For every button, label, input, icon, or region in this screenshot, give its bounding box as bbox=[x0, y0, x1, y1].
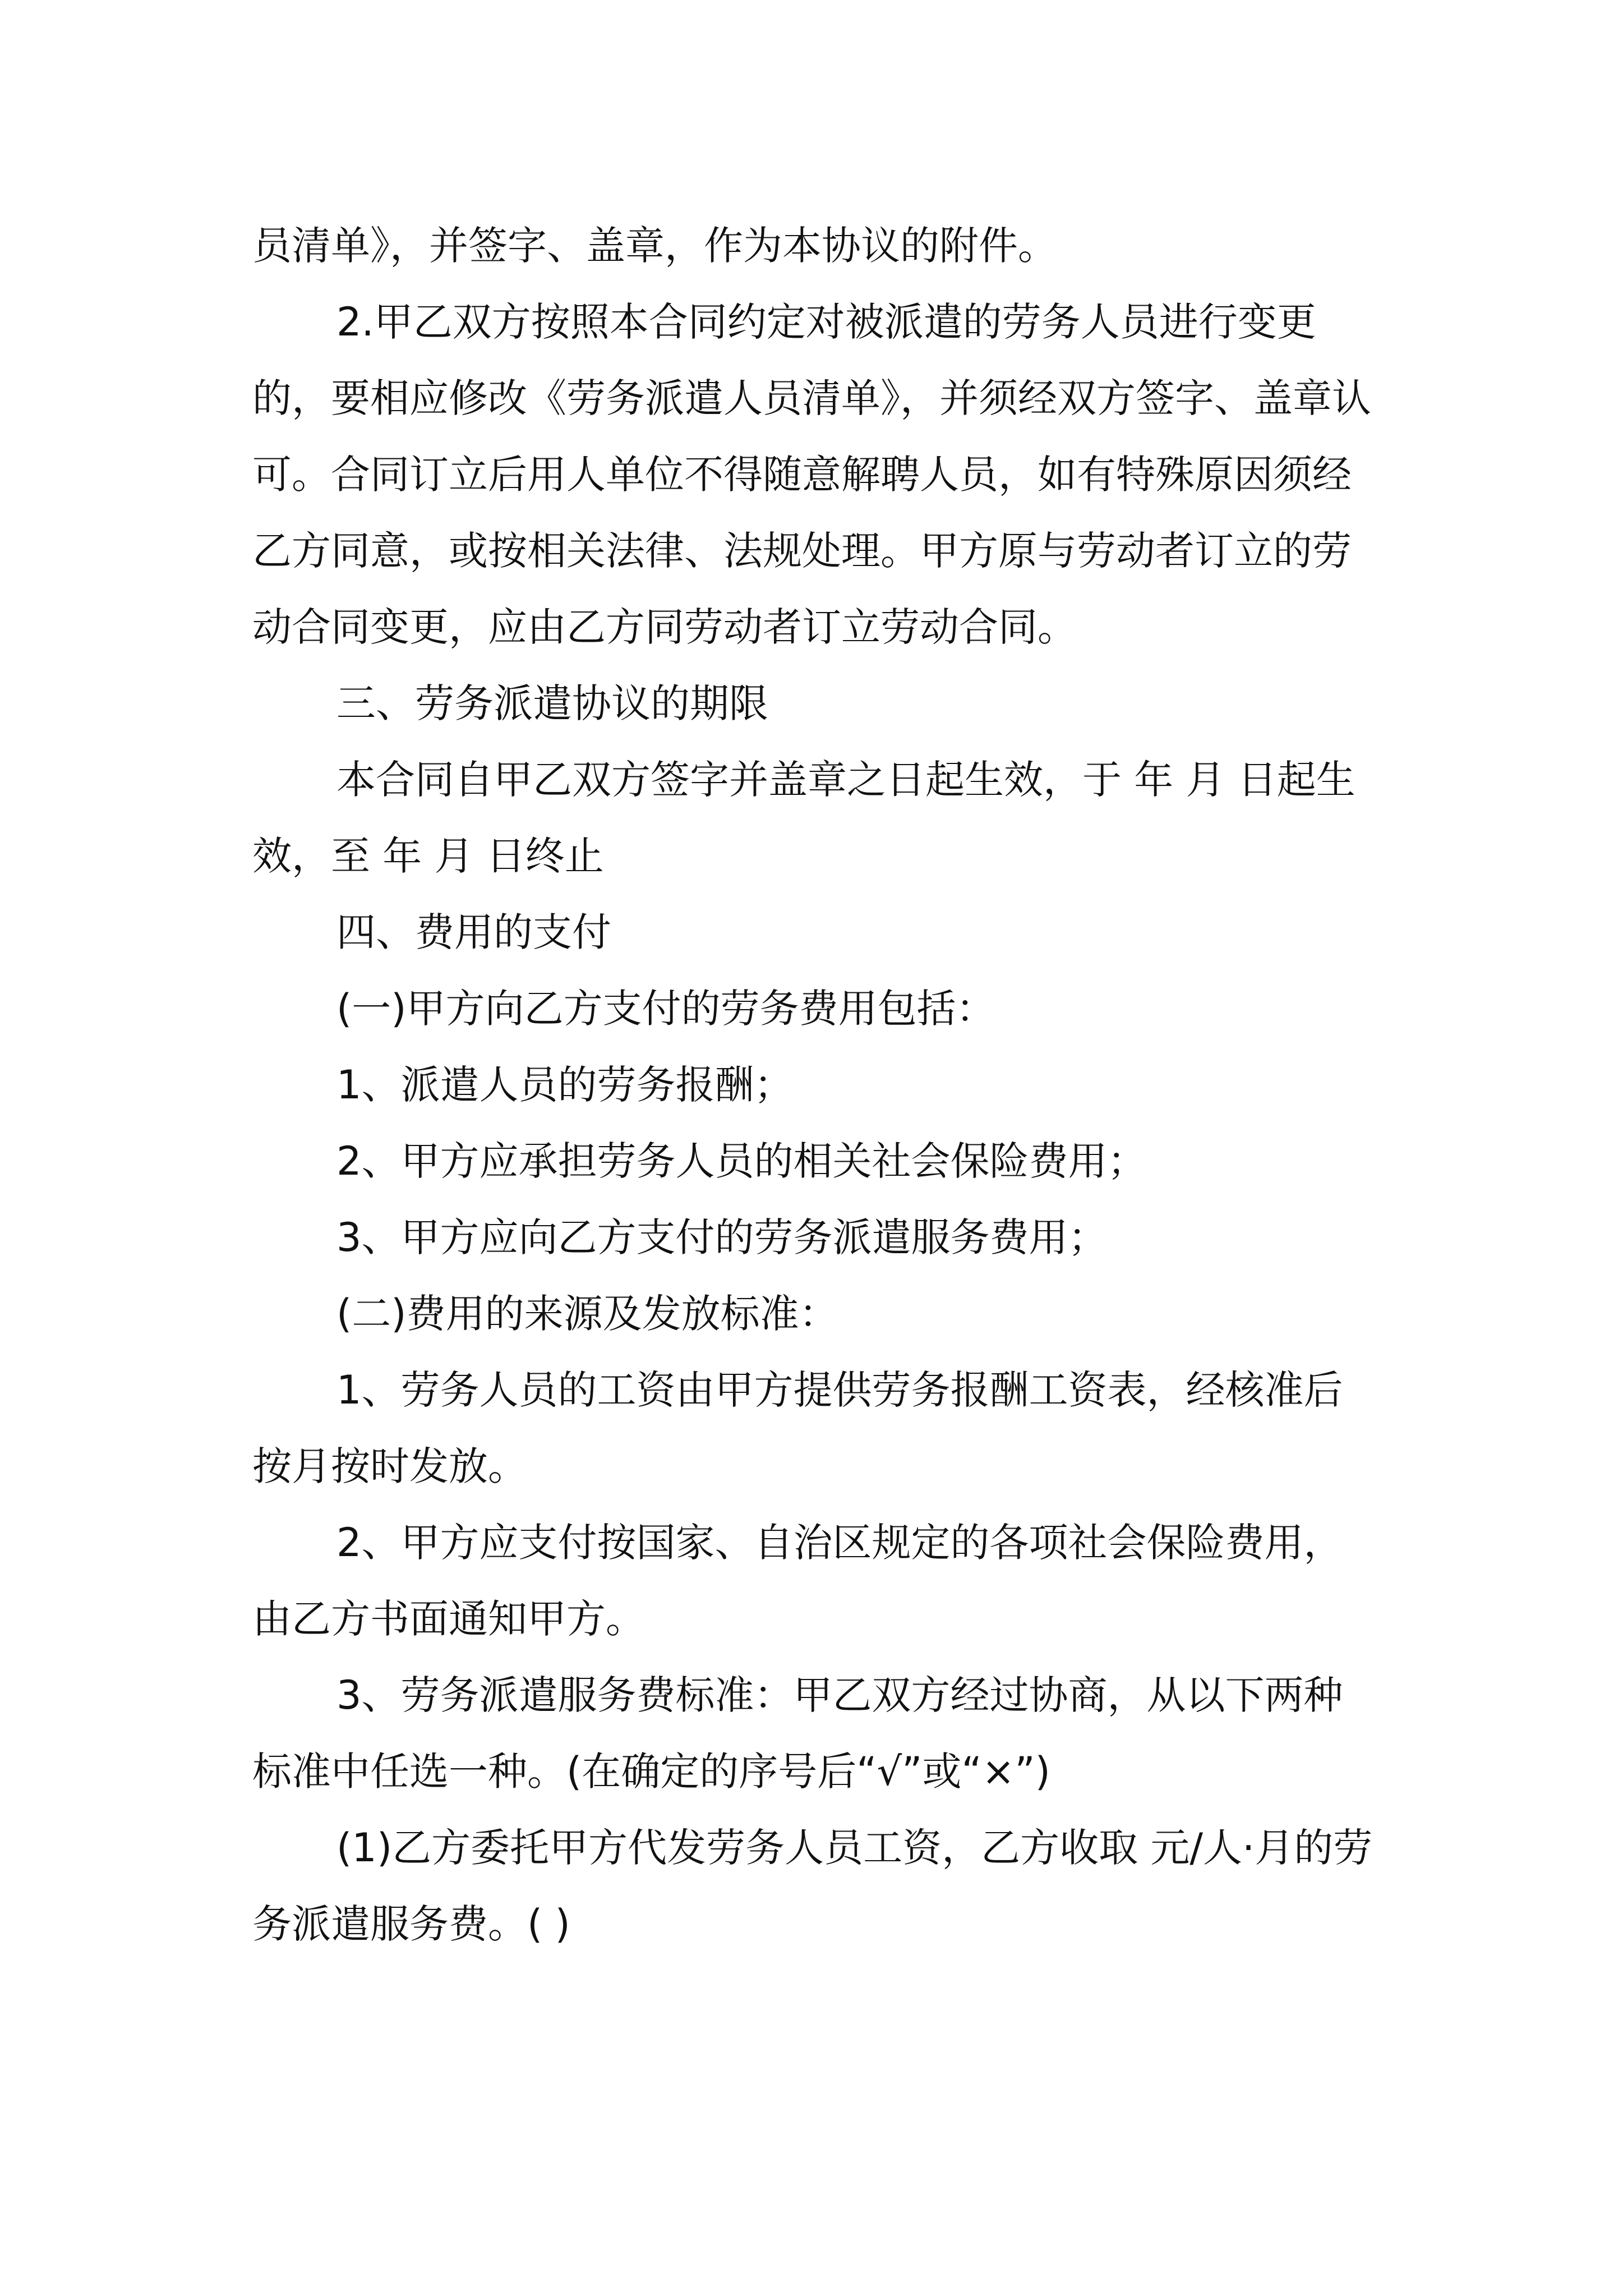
list-item: 3、劳务派遣服务费标准：甲乙双方经过协商，从以下两种标准中任选一种。(在确定的序号后“√”或“×”) bbox=[252, 1672, 1343, 1795]
list-item: (1)乙方委托甲方代发劳务人员工资，乙方收取 元/人·月的劳务派遣服务费。( ) bbox=[252, 1825, 1373, 1947]
list-item: 1、派遣人员的劳务报酬； bbox=[336, 1062, 794, 1108]
section-heading: 三、劳务派遣协议的期限 bbox=[336, 680, 768, 726]
subsection-heading: (二)费用的来源及发放标准： bbox=[336, 1291, 838, 1337]
section-heading: 四、费用的支付 bbox=[336, 909, 611, 955]
document-body bbox=[252, 208, 1374, 1962]
subsection-heading: (一)甲方向乙方支付的劳务费用包括： bbox=[336, 986, 995, 1032]
list-item: 1、劳务人员的工资由甲方提供劳务报酬工资表，经核准后按月按时发放。 bbox=[252, 1367, 1343, 1489]
paragraph: 2.甲乙双方按照本合同约定对被派遣的劳务人员进行变更的，要相应修改《劳务派遣人员清单》，并须经双方签字、盖章认可。合同订立后用人单位不得随意解聘人员，如有特殊原因须经乙方同意，或按相关法律、法规处理。甲方原与劳动者订立的劳动合同变更，应由乙方同劳动者订立劳动合同。 bbox=[252, 299, 1371, 650]
list-item: 2、甲方应承担劳务人员的相关社会保险费用； bbox=[336, 1138, 1147, 1184]
list-item: 2、甲方应支付按国家、自治区规定的各项社会保险费用，由乙方书面通知甲方。 bbox=[252, 1520, 1343, 1642]
list-item: 3、甲方应向乙方支付的劳务派遣服务费用； bbox=[336, 1214, 1108, 1260]
paragraph: 员清单》，并签字、盖章，作为本协议的附件。 bbox=[252, 223, 1057, 269]
paragraph: 本合同自甲乙双方签字并盖章之日起生效，于 年 月 日起生效，至 年 月 日终止 bbox=[252, 757, 1355, 879]
